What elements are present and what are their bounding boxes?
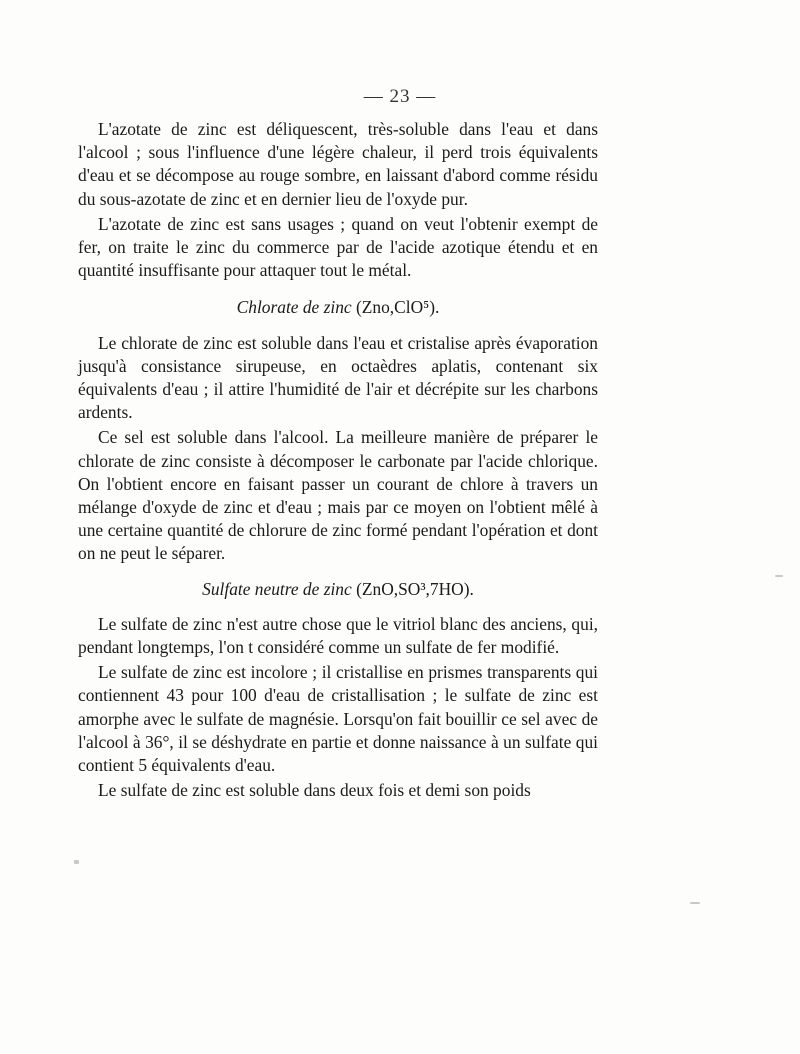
heading-formula: (ZnO,SO³,7HO). [356, 578, 474, 599]
heading-formula: (Zno,ClO⁵). [355, 297, 440, 318]
page-number: — 23 — [363, 86, 437, 107]
body-text [78, 118, 598, 802]
scan-speck [775, 575, 783, 577]
heading-name: Sulfate neutre de zinc [202, 578, 352, 599]
paragraph-sulfate-solubility: Le sulfate de zinc est soluble dans deux fois et demi son poids [98, 780, 531, 801]
paragraph-sulfate-history: Le sulfate de zinc n'est autre chose que le vitriol blanc des anciens, qui, pendant longtemps, l'on t considéré comme un sulfate de fer modifié. [78, 613, 598, 658]
paragraph-sulfate-crystals: Le sulfate de zinc est incolore ; il cristallise en prismes transparents qui contiennent 43 pour 100 d'eau de cristallisation ; le sulfate de zinc est amorphe avec le sulfate de magnésie. Lorsqu'on fait bouillir ce sel avec de l'alcool à 36°, il se déshydrate en partie et donne naissance à un sulfate qui contient 5 équivalents d'eau. [78, 662, 598, 776]
scan-speck [690, 902, 700, 904]
paragraph-azotate-properties: L'azotate de zinc est déliquescent, très-soluble dans l'eau et dans l'alcool ; sous l'influence d'une légère chaleur, il perd trois équivalents d'eau et se décompose au rouge sombre, en laissant d'abord comme résidu du sous-azotate de zinc et en dernier lieu de l'oxyde pur. [78, 119, 598, 209]
paragraph-azotate-preparation: L'azotate de zinc est sans usages ; quand on veut l'obtenir exempt de fer, on traite le zinc du commerce par de l'acide azotique étendu et en quantité insuffisante pour attaquer tout le métal. [78, 213, 598, 281]
scan-speck [74, 860, 79, 864]
paragraph-chlorate-preparation: Ce sel est soluble dans l'alcool. La meilleure manière de préparer le chlorate de zinc consiste à décomposer le carbonate par l'acide chlorique. On l'obtient encore en faisant passer un courant de chlore à travers un mélange d'oxyde de zinc et d'eau ; mais par ce moyen on l'obtient mêlé à une certaine quantité de chlorure de zinc formé pendant l'opération et dont on ne peut le séparer. [78, 427, 598, 564]
paragraph-chlorate-properties: Le chlorate de zinc est soluble dans l'eau et cristalise après évaporation jusqu'à consistance sirupeuse, en octaèdres aplatis, contenant six équivalents d'eau ; il attire l'humidité de l'air et décrépite sur les charbons ardents. [78, 332, 598, 423]
section-heading-chlorate [78, 296, 598, 319]
heading-name: Chlorate de zinc [236, 297, 352, 318]
section-heading-sulfate [78, 578, 598, 601]
